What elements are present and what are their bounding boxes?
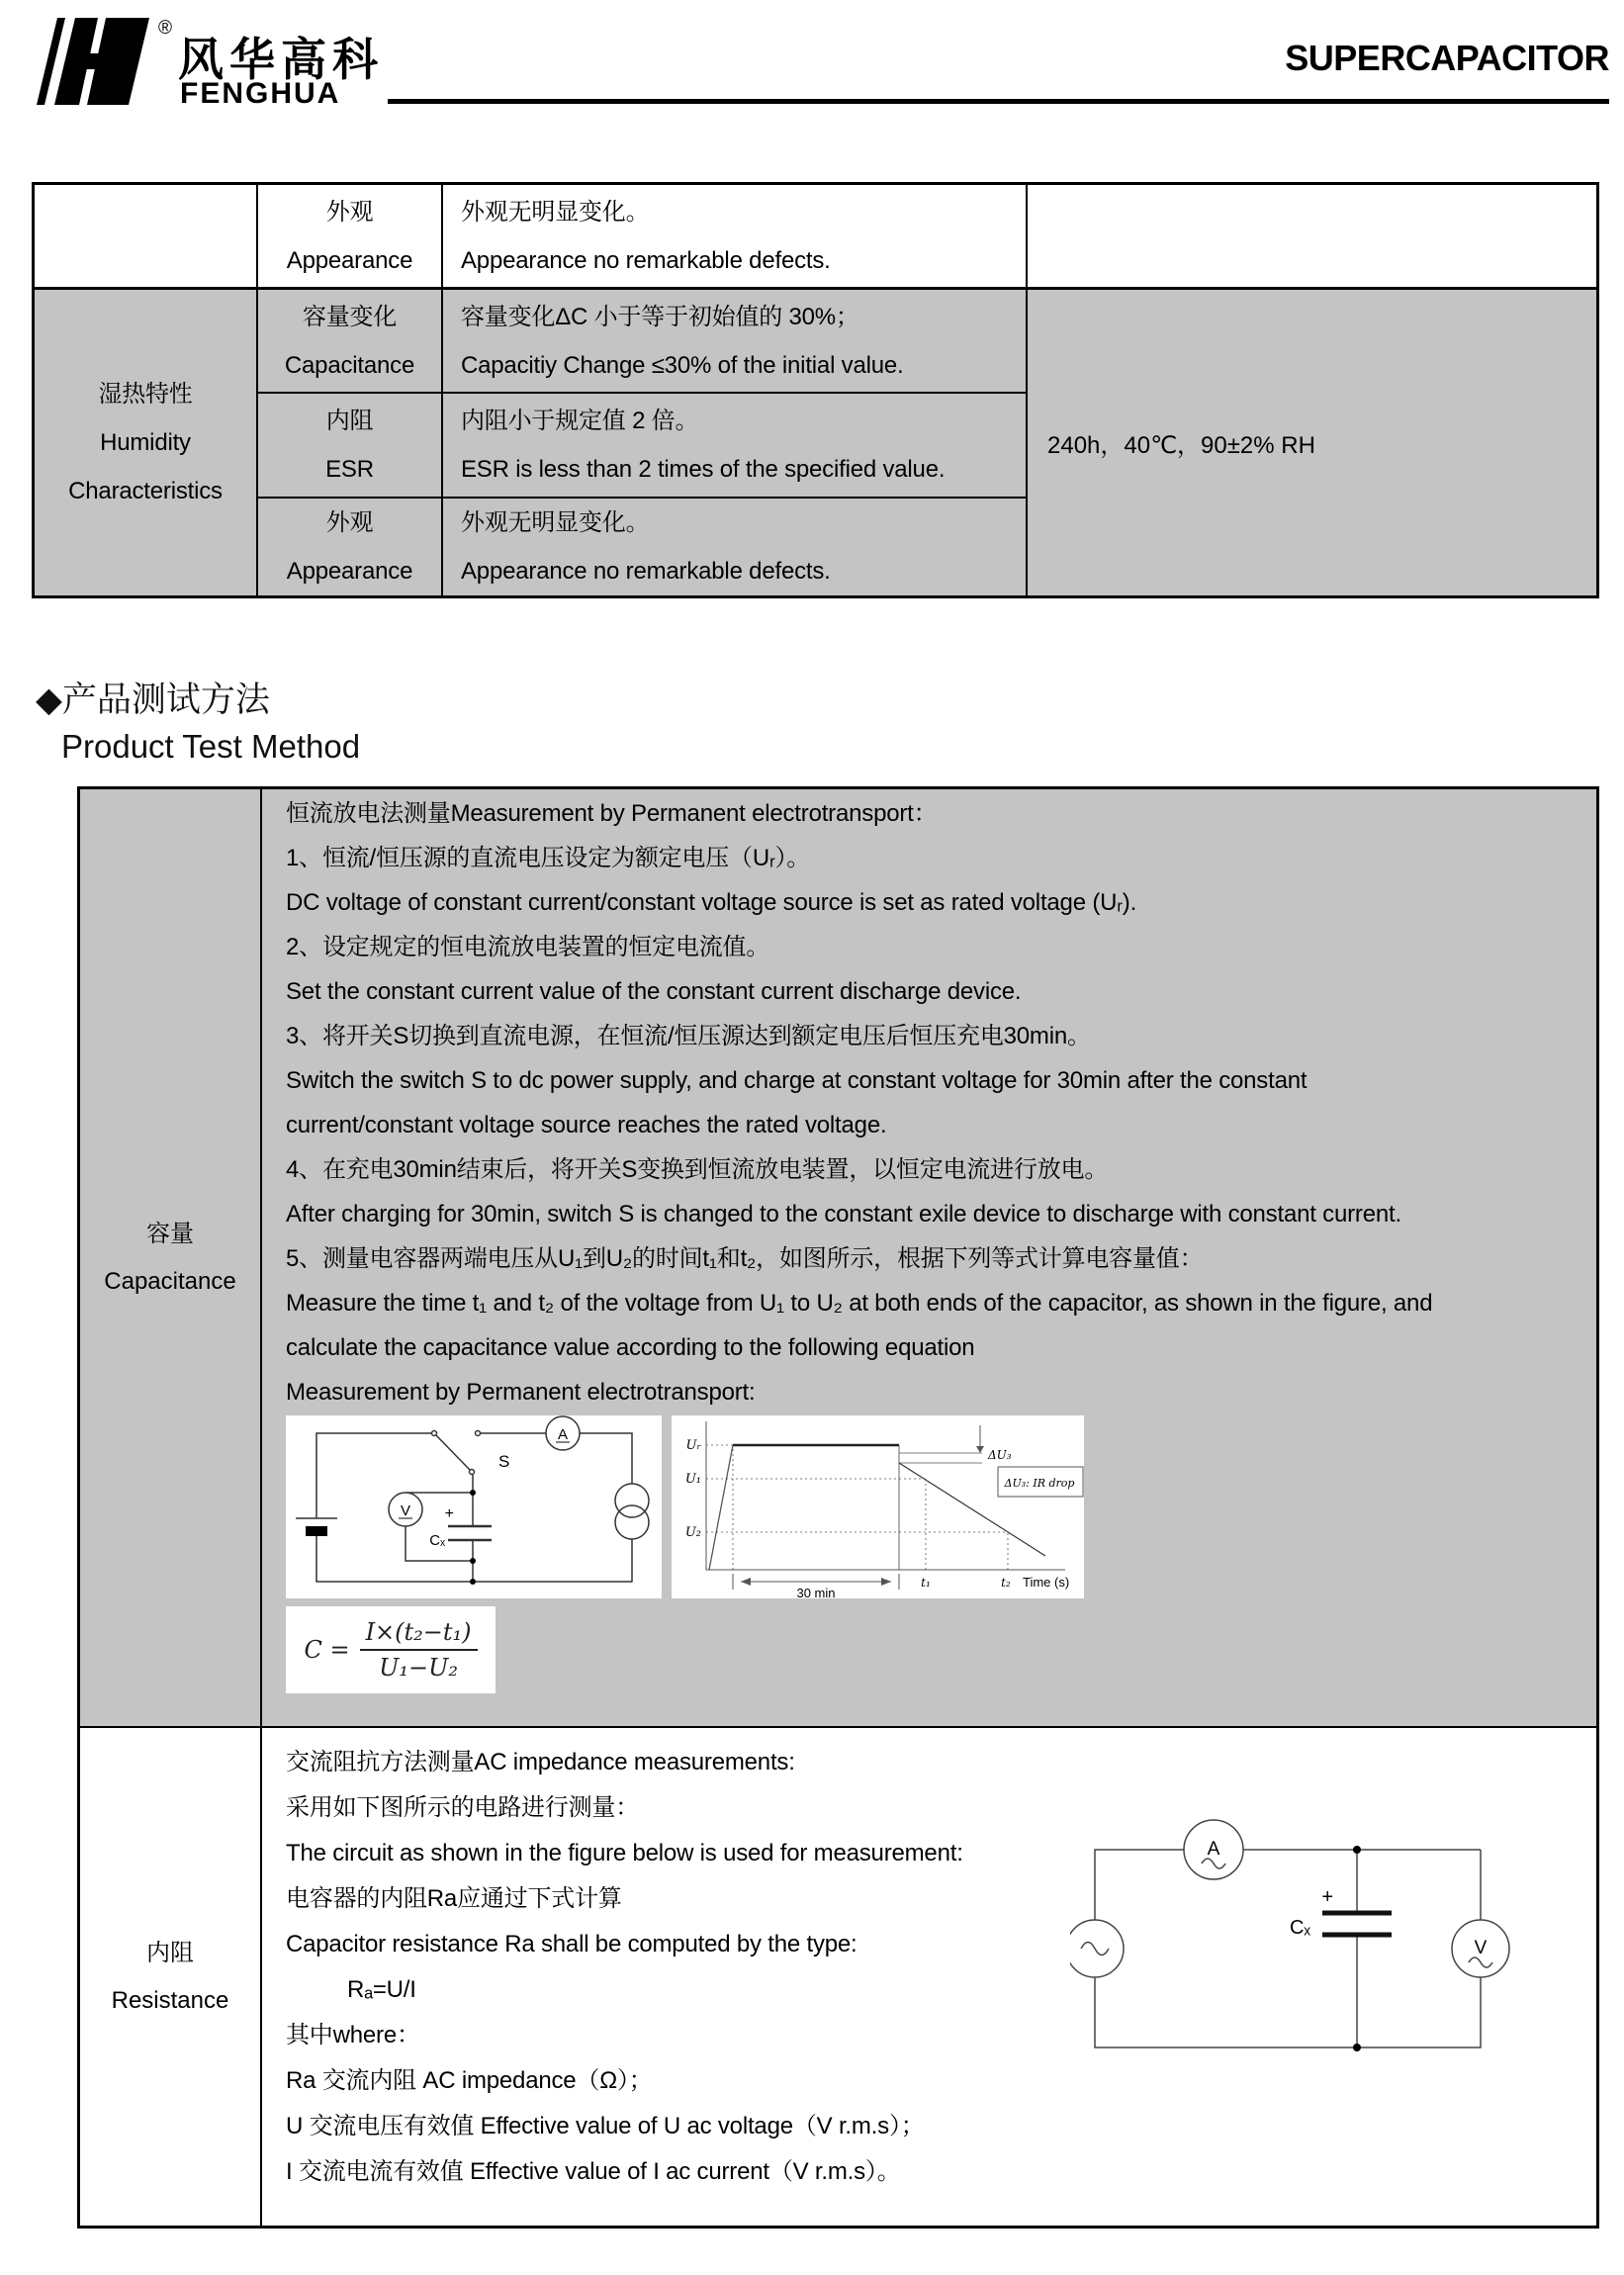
method-line: Measurement by Permanent electrotransport:	[286, 1379, 756, 1406]
method-line: Set the constant current value of the constant current discharge device.	[286, 978, 1022, 1005]
item-label-en: Appearance	[286, 558, 413, 585]
method-line: 3、将开关S切换到直流电源，在恒流/恒压源达到额定电压后恒压充电30min。	[286, 1023, 1091, 1049]
t2-label: t₂	[1001, 1576, 1011, 1590]
appearance-spec-cell	[443, 499, 1028, 595]
spec-text-en: Capacitiy Change ≤30% of the initial value.	[461, 351, 904, 379]
item-label-en: ESR	[325, 456, 374, 483]
group-label-en2: Characteristics	[68, 478, 223, 504]
ammeter-label: A	[557, 1426, 569, 1443]
ammeter-label: A	[1207, 1839, 1220, 1860]
group-label-cn: 湿热特性	[98, 381, 193, 408]
method-line: 5、测量电容器两端电压从U₁到U₂的时间t₁和t₂，如图所示，根据下列等式计算电容量值：	[286, 1245, 1204, 1272]
method-line: 电容器的内阻Ra应通过下式计算	[286, 1885, 622, 1912]
carryover-spec-cell	[443, 185, 1028, 290]
method-line: The circuit as shown in the figure below is used for measurement:	[286, 1840, 963, 1866]
method-line: U 交流电压有效值 Effective value of U ac voltage（V r.m.s）；	[286, 2113, 925, 2139]
group-header-cell	[35, 290, 258, 595]
u2-axis-label: U₂	[684, 1525, 701, 1540]
method-line: calculate the capacitance value according to the following equation	[286, 1334, 975, 1361]
humidity-characteristics-table	[32, 182, 1599, 598]
capacitance-row-header	[80, 789, 262, 1728]
item-label-cn: 外观	[325, 509, 374, 536]
ir-drop-note: ΔU₃: IR drop	[1004, 1477, 1075, 1490]
spec-text-cn: 外观无明显变化。	[461, 198, 650, 226]
resistance-formula-line: Rₐ=U/I	[347, 1976, 416, 2003]
capacitance-change-item-cell	[258, 290, 443, 394]
table-cell-empty	[35, 185, 258, 290]
capacitance-method-cell	[262, 789, 1596, 1728]
formula-numerator: I×(t₂−t₁)	[360, 1618, 478, 1651]
battery-icon	[306, 1526, 327, 1536]
section-title-english: Product Test Method	[61, 728, 361, 765]
spec-text-cn: 内阻小于规定值 2 倍。	[461, 408, 699, 434]
esr-spec-cell	[443, 394, 1028, 499]
spec-text-cn: 容量变化ΔC 小于等于初始值的 30%；	[461, 303, 859, 330]
capacitance-formula	[286, 1606, 496, 1693]
method-line: Capacitor resistance Ra shall be computed by the type:	[286, 1931, 857, 1957]
charge-circuit-diagram	[286, 1415, 662, 1598]
row-header-en: Resistance	[111, 1986, 229, 2014]
condition-text: 240h，40℃，90±2% RH	[1047, 432, 1315, 459]
row-header-en: Capacitance	[104, 1267, 236, 1295]
item-label-cn: 容量变化	[302, 303, 398, 330]
capacitor-label: Cₓ	[1289, 1917, 1310, 1939]
duration-label: 30 min	[796, 1586, 836, 1598]
time-axis-label: Time (s)	[1023, 1575, 1070, 1590]
item-label-en: Appearance	[286, 246, 413, 274]
method-line: After charging for 30min, switch S is changed to the constant exile device to discharge with constant current.	[286, 1201, 1401, 1228]
page-title: SUPERCAPACITOR	[1285, 38, 1609, 78]
test-condition-cell	[1028, 290, 1596, 595]
switch-label: S	[498, 1452, 510, 1471]
method-line: I 交流电流有效值 Effective value of I ac current（V r.m.s）。	[286, 2158, 901, 2185]
item-label-cn: 外观	[325, 198, 374, 226]
row-header-cn: 内阻	[146, 1939, 194, 1966]
spec-text-en: Appearance no remarkable defects.	[461, 246, 831, 274]
method-line: 恒流放电法测量Measurement by Permanent electrotransport：	[286, 800, 938, 827]
item-label-en: Capacitance	[284, 351, 415, 379]
item-label-cn: 内阻	[325, 408, 374, 434]
method-line: 2、设定规定的恒电流放电装置的恒定电流值。	[286, 934, 770, 960]
method-line: 交流阻抗方法测量AC impedance measurements:	[286, 1749, 795, 1775]
capacitance-change-spec-cell	[443, 290, 1028, 394]
u1-axis-label: U₁	[684, 1472, 701, 1487]
section-title-chinese: ◆产品测试方法	[36, 681, 270, 719]
registered-mark: ®	[158, 18, 172, 39]
method-line: Switch the switch S to dc power supply, and charge at constant voltage for 30min after the constant	[286, 1067, 1308, 1094]
formula-lhs: C =	[304, 1636, 350, 1664]
polarity-label: +	[1321, 1886, 1333, 1908]
method-line: 其中where：	[286, 2022, 420, 2048]
carryover-item-cell	[258, 185, 443, 290]
ur-axis-label: Uᵣ	[685, 1438, 701, 1453]
brand-name-english: FENGHUA	[180, 77, 341, 110]
esr-item-cell	[258, 394, 443, 499]
ac-impedance-circuit-diagram	[1070, 1818, 1517, 2083]
brand-name-chinese: 风华高科	[178, 34, 384, 85]
polarity-label: +	[444, 1505, 454, 1522]
header-rule	[388, 99, 1609, 104]
spec-text-en: Appearance no remarkable defects.	[461, 558, 831, 585]
method-line: Ra 交流内阻 AC impedance（Ω）；	[286, 2067, 653, 2094]
table-cell-empty	[1028, 185, 1596, 290]
appearance-item-cell	[258, 499, 443, 595]
delta-u3-label: ΔU₃	[988, 1448, 1012, 1462]
voltmeter-label: V	[1474, 1938, 1488, 1958]
method-line: 1、恒流/恒压源的直流电压设定为额定电压（Uᵣ）。	[286, 845, 811, 871]
method-line: 4、在充电30min结束后，将开关S变换到恒流放电装置，以恒定电流进行放电。	[286, 1156, 1109, 1183]
method-line: 采用如下图所示的电路进行测量：	[286, 1794, 639, 1821]
spec-text-en: ESR is less than 2 times of the specified value.	[461, 456, 946, 483]
fenghua-logo-icon	[25, 12, 155, 109]
method-line: Measure the time t₁ and t₂ of the voltage from U₁ to U₂ at both ends of the capacitor, as shown in the figure, and	[286, 1290, 1433, 1317]
row-header-cn: 容量	[146, 1220, 194, 1247]
spec-text-cn: 外观无明显变化。	[461, 509, 650, 536]
discharge-graph	[672, 1415, 1084, 1598]
method-line: DC voltage of constant current/constant voltage source is set as rated voltage (Uᵣ).	[286, 889, 1137, 916]
voltmeter-label: V	[400, 1502, 411, 1519]
resistance-row-header	[80, 1728, 262, 2226]
formula-denominator: U₁−U₂	[379, 1654, 458, 1682]
capacitor-label: Cₓ	[429, 1532, 445, 1549]
method-line: current/constant voltage source reaches the rated voltage.	[286, 1112, 887, 1138]
t1-label: t₁	[921, 1576, 931, 1590]
group-label-en1: Humidity	[100, 429, 191, 456]
